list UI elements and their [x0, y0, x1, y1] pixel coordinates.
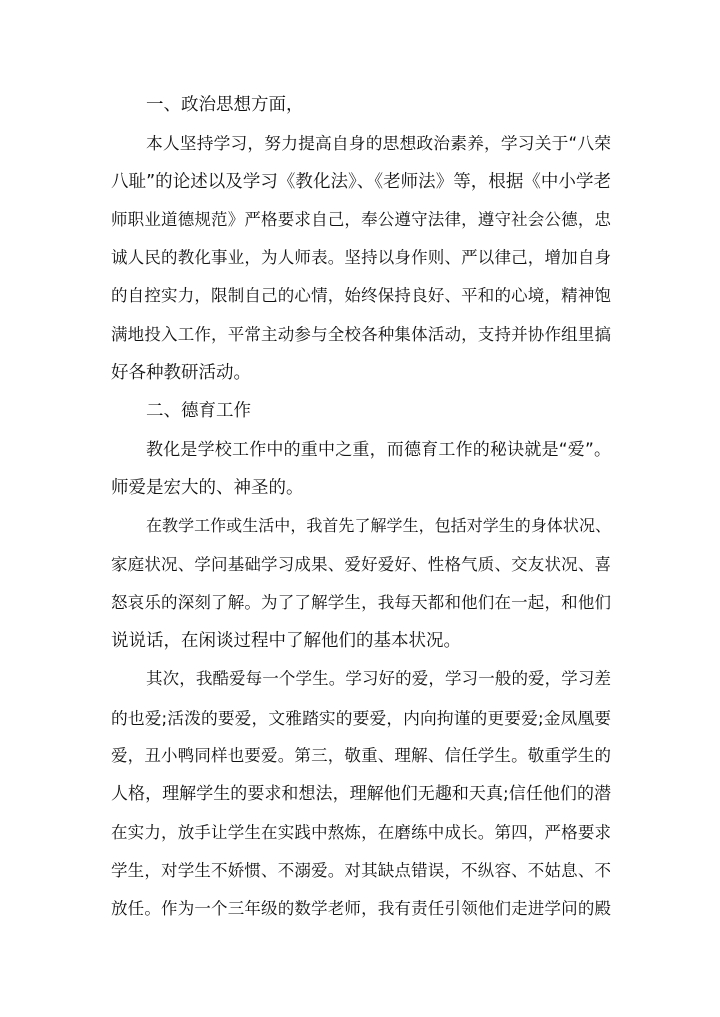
text-line: 师职业道德规范》严格要求自己，奉公遵守法律，遵守社会公德，忠 [111, 209, 611, 229]
text-line: 的也爱;活泼的要爱，文雅踏实的要爱，内向拘谨的更要爱;金凤凰要 [111, 707, 611, 728]
text-line: 的自控实力，限制自己的心情，始终保持良好、平和的心境，精神饱 [111, 286, 611, 306]
text-line: 其次，我酷爱每一个学生。学习好的爱，学习一般的爱，学习差 [146, 669, 611, 689]
text-line: 诚人民的教化事业，为人师表。坚持以身作则、严以律己，增加自身 [111, 248, 611, 268]
text-line: 爱，丑小鸭同样也要爱。第三，敬重、理解、信任学生。敬重学生的 [111, 746, 611, 766]
text-line: 二、德育工作 [146, 401, 251, 422]
text-line: 教化是学校工作中的重中之重，而德育工作的秘诀就是“爱”。 [146, 439, 611, 460]
text-line: 怒哀乐的深刻了解。为了了解学生，我每天都和他们在一起，和他们 [111, 592, 611, 612]
text-line: 八耻”的论述以及学习《教化法》、《老师法》等，根据《中小学老 [111, 171, 611, 192]
text-line: 学生，对学生不娇惯、不溺爱。对其缺点错误，不纵容、不姑息、不 [111, 860, 611, 880]
text-line: 在教学工作或生活中，我首先了解学生，包括对学生的身体状况、 [146, 516, 611, 536]
text-line: 人格，理解学生的要求和想法，理解他们无趣和天真;信任他们的潜 [111, 784, 611, 805]
text-line: 放任。作为一个三年级的数学老师，我有责任引领他们走进学问的殿 [111, 899, 611, 919]
text-line: 一、政治思想方面， [146, 95, 304, 115]
text-line: 满地投入工作，平常主动参与全校各种集体活动，支持并协作组里搞 [111, 324, 611, 344]
text-line: 师爱是宏大的、神圣的。 [111, 477, 304, 498]
text-line: 说说话，在闲谈过程中了解他们的基本状况。 [111, 631, 461, 652]
document-body [111, 86, 611, 929]
text-line: 家庭状况、学问基础学习成果、爱好爱好、性格气质、交友状况、喜 [111, 554, 611, 574]
text-line: 好各种教研活动。 [111, 363, 251, 384]
text-line: 本人坚持学习，努力提高自身的思想政治素养，学习关于“八荣 [146, 133, 611, 154]
text-line: 在实力，放手让学生在实践中熬炼，在磨练中成长。第四，严格要求 [111, 822, 611, 842]
